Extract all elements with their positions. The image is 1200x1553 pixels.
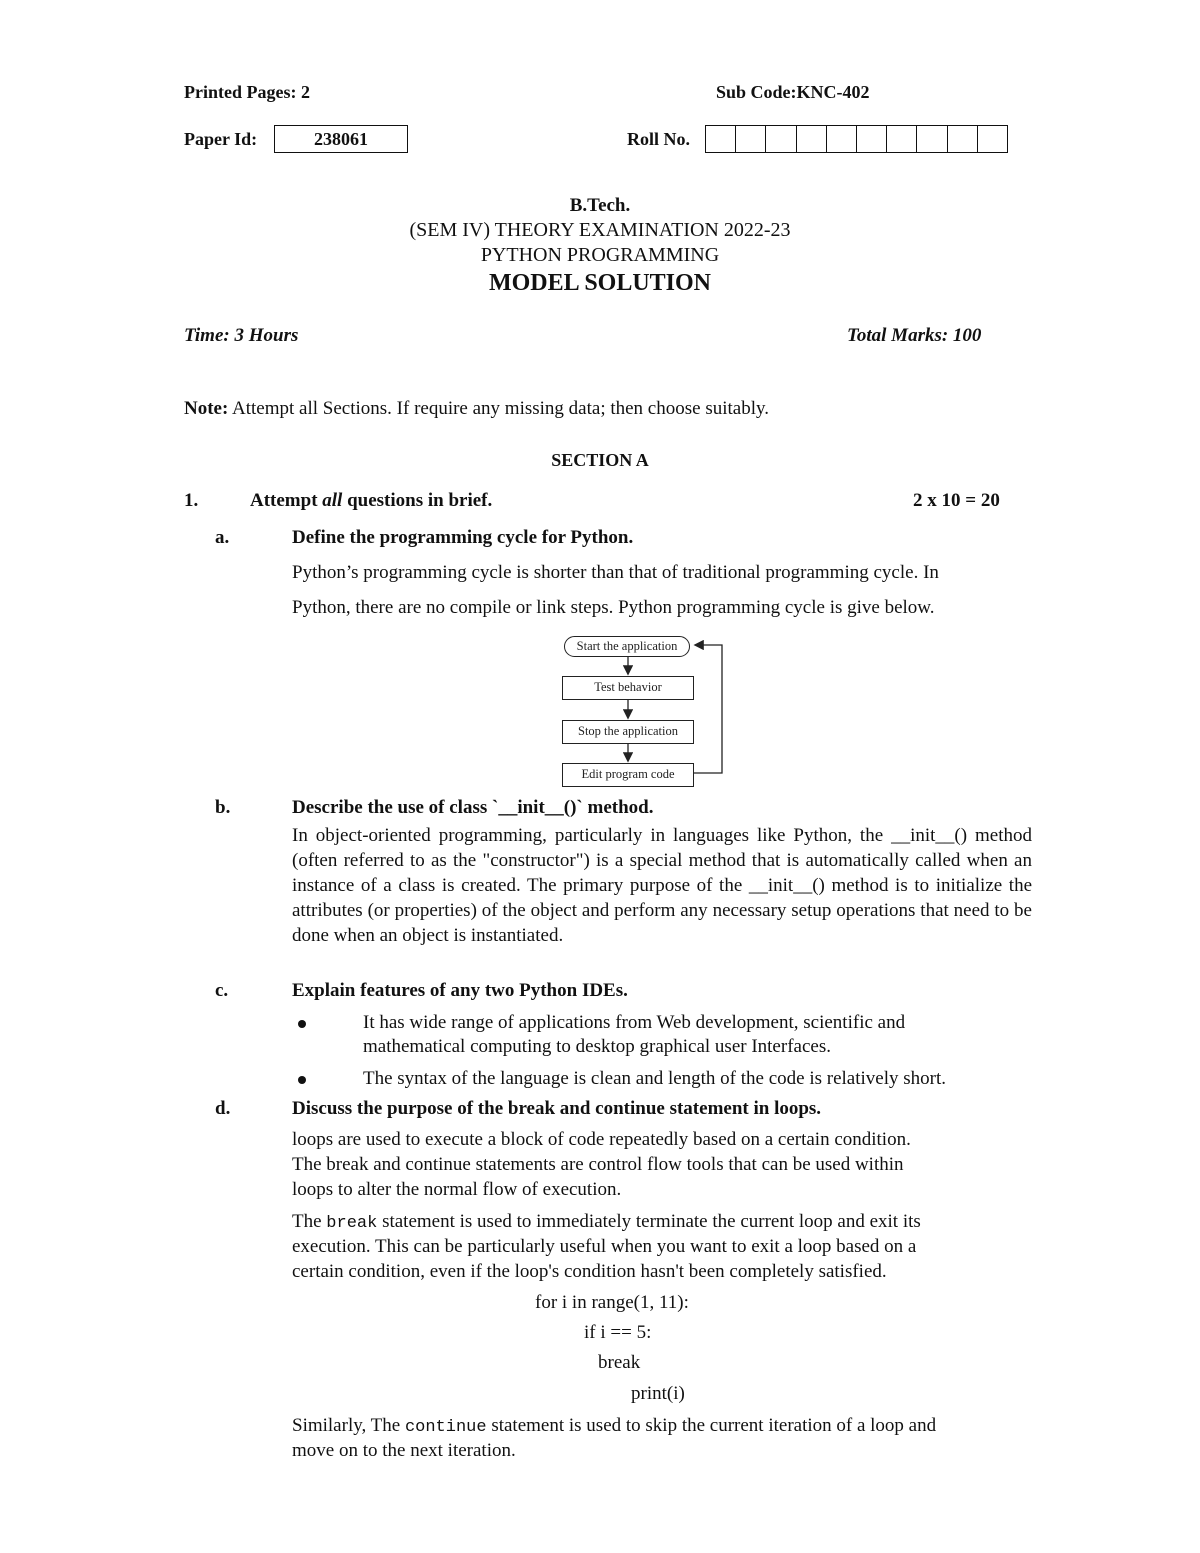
exam-title: (SEM IV) THEORY EXAMINATION 2022-23 — [409, 219, 791, 241]
flow-edit-node: Edit program code — [562, 763, 694, 787]
note-label: Note: — [184, 398, 229, 419]
note-text: Attempt all Sections. If require any missing data; then choose suitably. — [228, 398, 769, 419]
code-line-4: print(i) — [631, 1383, 685, 1404]
item-a-question: Define the programming cycle for Python. — [292, 527, 634, 548]
question-instruction: Attempt all questions in brief. — [250, 490, 493, 511]
exam-time: Time: 3 Hours — [184, 325, 299, 346]
code-line-2: if i == 5: — [584, 1322, 652, 1343]
code-line-1: for i in range(1, 11): — [535, 1292, 689, 1313]
printed-pages: Printed Pages: 2 — [184, 82, 310, 102]
item-c-bullet1-line1: It has wide range of applications from Web development, scientific and — [363, 1012, 906, 1033]
item-a-answer-line1: Python’s programming cycle is shorter than that of traditional programming cycle. In — [292, 562, 939, 583]
total-marks: Total Marks: 100 — [847, 325, 982, 346]
item-b-label: b. — [215, 797, 231, 818]
question-number: 1. — [184, 490, 199, 511]
item-d-p1-line2: The break and continue statements are control flow tools that can be used within — [292, 1154, 904, 1175]
roll-no-label: Roll No. — [627, 129, 690, 149]
item-b-answer: In object-oriented programming, particularly in languages like Python, the __init__() method (often referred to as the "constructor") is a special method that is automatically called when an instance of a class is created. The primary purpose of the __init__() method is to initialize the attributes (or properties) of the object and perform any necessary setup operations that need to be done when an object is instantiated. — [292, 825, 1032, 946]
code-keyword-continue: continue — [404, 1418, 487, 1437]
section-title: SECTION A — [551, 450, 649, 470]
question-marks: 2 x 10 = 20 — [913, 490, 1000, 511]
paper-id-label: Paper Id: — [184, 129, 258, 149]
paper-id-value: 238061 — [314, 129, 368, 149]
degree-title: B.Tech. — [569, 195, 631, 216]
model-solution-title: MODEL SOLUTION — [488, 270, 712, 296]
item-c-bullet2: The syntax of the language is clean and length of the code is relatively short. — [363, 1068, 947, 1089]
item-b-question: Describe the use of class `__init__()` method. — [292, 797, 654, 818]
item-d-p3-line2: move on to the next iteration. — [292, 1440, 516, 1461]
bullet-icon — [298, 1076, 306, 1084]
item-d-p3-line1: Similarly, The continue statement is used to skip the current iteration of a loop and — [292, 1415, 937, 1437]
flow-test-node: Test behavior — [562, 676, 694, 700]
sub-code: Sub Code:KNC-402 — [716, 82, 870, 102]
subject-title: PYTHON PROGRAMMING — [480, 244, 720, 266]
programming-cycle-diagram — [556, 632, 736, 792]
bullet-icon — [298, 1020, 306, 1028]
item-a-label: a. — [215, 527, 230, 548]
flow-start-node: Start the application — [564, 636, 690, 657]
item-c-bullet1-line2: mathematical computing to desktop graphical user Interfaces. — [363, 1036, 831, 1057]
flow-stop-node: Stop the application — [562, 720, 694, 744]
note-line — [184, 398, 769, 420]
item-d-question: Discuss the purpose of the break and continue statement in loops. — [292, 1098, 822, 1119]
item-d-p2-line1: The break statement is used to immediately terminate the current loop and exit its — [292, 1211, 921, 1233]
item-c-question: Explain features of any two Python IDEs. — [292, 980, 628, 1001]
code-line-3: break — [598, 1352, 641, 1373]
item-c-label: c. — [215, 980, 229, 1001]
paper-id-box — [274, 125, 408, 153]
item-d-p1-line1: loops are used to execute a block of code repeatedly based on a certain condition. — [292, 1129, 911, 1150]
item-d-p2-line3: certain condition, even if the loop's condition hasn't been completely satisfied. — [292, 1261, 887, 1282]
item-a-answer-line2: Python, there are no compile or link steps. Python programming cycle is give below. — [292, 597, 935, 618]
item-d-p2-line2: execution. This can be particularly useful when you want to exit a loop based on a — [292, 1236, 917, 1257]
roll-no-boxes[interactable] — [705, 125, 1008, 153]
code-keyword-break: break — [326, 1214, 378, 1233]
item-d-p1-line3: loops to alter the normal flow of execution. — [292, 1179, 622, 1200]
item-d-label: d. — [215, 1098, 231, 1119]
